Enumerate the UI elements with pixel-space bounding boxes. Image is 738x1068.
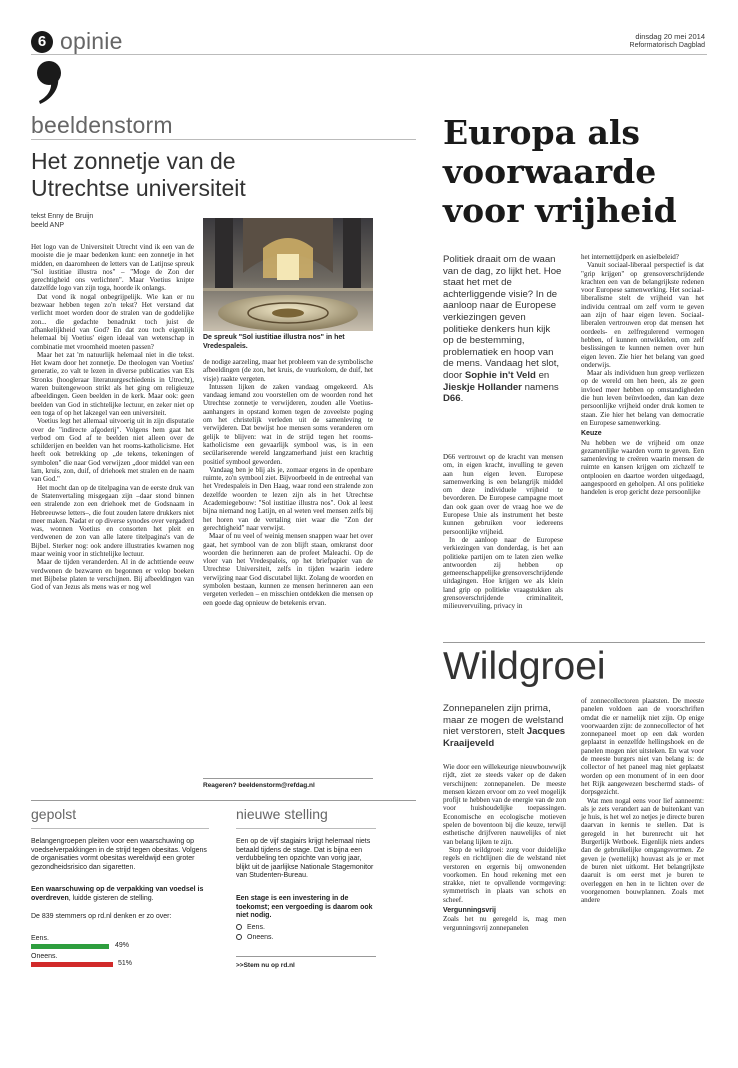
vote-option-oneens[interactable]	[236, 934, 273, 941]
lead-text: en	[535, 369, 550, 381]
stelling-statement: Een stage is een investering in de toekomst; een vergoeding is daarom ook niet nodig.	[236, 895, 373, 920]
editorial-column-1	[443, 453, 563, 611]
editorial-column-2	[581, 253, 704, 497]
radio-icon[interactable]	[236, 924, 242, 930]
paragraph: Het mocht dan op de titelpagina van de eerste druk van de Statenvertaling misgegaan zijn –daar stond binnen een stralende zon een driehoek met de Godsnaam in Hebreeuwse letters–, die fout zouden latere drukkers niet meer maken. Nadat er op diverse synodes over vergaderd was, wonnen Voetius en consorten het pleit en verdwenen de zon van alle latere titelpagina's van de Bijbel. Sterker nog: ook andere illustraties kwamen nog maar weinig voor in stichtelijke lectuur.	[31, 483, 194, 558]
poll-top-rule	[31, 800, 416, 801]
stelling-bottom-rule	[236, 956, 376, 957]
party-name: D66	[443, 393, 461, 405]
reply-rule	[203, 778, 373, 779]
gepolst-statement	[31, 886, 209, 903]
lead-text: Zonnepanelen zijn prima, maar ze mogen de welstand niet verstoren, stelt	[443, 703, 564, 738]
gepolst-statement-rest: , luidde gisteren de stelling.	[68, 894, 154, 902]
beeldenstorm-rule	[31, 139, 416, 140]
paragraph: Maar of nu veel of weinig mensen snappen waar het over gaat, het symbool van de zon blijft staan, omkranst door woorden die herinneren aan de profeet Maleachi. Op de vloer van het Vredespaleis, op het briefpapier van de Utrechtse Universiteit, zelfs in tijden waarin iedere verwijzing naar God discutabel lijkt. Zolang de woorden en symbolen bestaan, kunnen ze mensen herinneren aan een vergeten verleden – en misschien ontdekken die mensen op een goede dag opnieuw de betekenis ervan.	[203, 532, 373, 607]
paragraph: Nu hebben we de vrijheid om onze gezamenlijke waarden vorm te geven. Een samenleving te creëren waarin mensen de ruimte en kansen krijgen om zichzelf te ontplooien en daartoe worden uitgedaagd, aangespoord en geholpen. Al ons politieke handelen is erop gericht deze persoonlijke	[581, 438, 704, 497]
beeldenstorm-section: beeldenstorm	[31, 112, 173, 138]
gepolst-question: De 839 stemmers op rd.nl denken er zo over:	[31, 913, 172, 920]
beeldenstorm-column-2	[203, 358, 373, 607]
header-newspaper: Reformatorisch Dagblad	[629, 42, 705, 49]
header-rule	[31, 54, 707, 55]
gepolst-section: gepolst	[31, 806, 77, 822]
paragraph: Vanuit sociaal-liberaal perspectief is dat "grip krijgen" op grensoverschrijdende krachten een van de belangrijkste redenen voor Europese samenwerking. Het sociaal-liberalisme stelt de vrijheid van het individu centraal om zelf vorm te geven aan zijn of haar eigen leven. Sociaal-liberalen vertrouwen erop dat mensen het oordeels- en zelfregulerend vermogen hebben, of kunnen ontwikkelen, om zelf beslissingen te kunnen nemen over hun eigen leven. Zie hier het belang van goed onderwijs.	[581, 261, 704, 369]
page-number: 6	[37, 33, 47, 50]
wildgroei-column-1	[443, 763, 566, 932]
vote-option-label: Oneens.	[247, 934, 274, 941]
page-number-badge	[31, 31, 53, 53]
result-label-oneens: Oneens.	[31, 953, 58, 960]
paragraph: Maar de tijden veranderden. Al in de achttiende eeuw verdwenen de bezwaren en begonnen er volop boeken met Bijbelse platen te verschijnen. Bij afbeeldingen van God of van Jezus als mens was er nog wel	[31, 558, 194, 592]
result-bar-oneens	[31, 962, 113, 967]
beeldenstorm-title: Het zonnetje van de Utrechtse universiteit	[31, 148, 246, 201]
result-percent-oneens: 51%	[118, 960, 133, 967]
vote-option-eens[interactable]	[236, 924, 265, 931]
radio-icon[interactable]	[236, 934, 242, 940]
gepolst-rule	[31, 828, 209, 829]
comma-logo	[34, 60, 64, 106]
author-name: Jieskje Hollander	[443, 381, 522, 393]
paragraph: de nodige aarzeling, maar het probleem van de symbolische afbeeldingen (de zon, het kruis, de vuurkolom, de duif, het visje) raakte vergeten.	[203, 358, 373, 383]
subheading: Keuze	[581, 430, 602, 438]
paragraph: Intussen lijken de zaken vandaag omgekeerd. Als vandaag iemand zou voorstellen om de woorden rond het Utrechtse zonnetje te verwijderen, zouden alle Voetius-aanhangers in opstand komen tegen de zoveelste poging om het christelijk verleden uit de samenleving te verwijderen. Dat bewijst hoe mensen soms veranderen om gelijk te blijven: wat in de strijd tegen het rooms-katholicisme een gevaarlijk symbool was, is in een secülariserende wereld langzamerhand juist een krachtig positief symbool geworden.	[203, 382, 373, 466]
gepolst-intro: Belangengroepen pleiten voor een waarschuwing op voedselverpakkingen in de strijd tegen obesitas. Volgens de organisaties vormt obesitas wereldwijd een groter gezondheidsrisico dan sigaretten.	[31, 838, 207, 871]
byline-text: tekst Enny de Bruijn	[31, 213, 94, 220]
vote-link[interactable]: >>Stem nu op rd.nl	[236, 962, 295, 969]
photo-caption: De spreuk "Sol iustitiae illustra nos" in het Vredespaleis.	[203, 334, 345, 350]
paragraph: Vandaag ben je blij als je, zomaar ergens in de openbare ruimte, zo'n symbool ziet. Bijvoorbeeld in de entreehal van het Vredespaleis in Den Haag, waar rond een stralende zon dezelfde woorden te lezen zijn als in het Utrechtse Academiegebouw: "Sol iustitiae illustra nos". Ook al leest bijna niemand nog Latijn, en al weten veel mensen zelfs bij het horen van de vertaling niet waar die "Zon der gerechtigheid" naar verwijst.	[203, 465, 373, 532]
lead-text: .	[460, 393, 464, 405]
wildgroei-title: Wildgroei	[443, 645, 606, 688]
paragraph: of zonnecollectoren plaatsten. De meeste panelen voldoen aan de voorschriften omdat die er namelijk niet zijn. Op enige voorwaarden zijn: de zonnecollector of het zonnepaneel moet op een dak worden geplaatst in eenzelfde hellingshoek en de panelen mogen niet uitsteken. En wat voor de meeste burgers niet van belang is: de collector of het paneel mag niet geplaatst worden op een monument of in een door het Rijk aangewezen beschermd stads- of dorpsgezicht.	[581, 697, 704, 797]
vredespaleis-photo	[203, 218, 373, 331]
author-name: Jacques Kraaijeveld	[443, 726, 566, 749]
author-name: Sophie in't Veld	[464, 369, 536, 381]
lead-text: namens	[521, 381, 559, 393]
vote-option-label: Eens.	[247, 924, 265, 931]
wildgroei-rule	[443, 642, 705, 643]
editorial-title: Europa als voorwaarde voor vrijheid	[443, 113, 677, 230]
header-date: dinsdag 20 mei 2014	[635, 32, 705, 41]
reply-email[interactable]: Reageren? beeldenstorm@refdag.nl	[203, 782, 315, 789]
lead-text: Politiek draait om de waan van de dag, zo lijkt het. Hoe staat het met de achterliggende visie? In de aanloop naar de Europese verkiezingen geven politieke denkers hun kijk op de bestemming, problematiek en hoop van de mens. Vandaag het slot, door	[443, 254, 562, 381]
paragraph: Het logo van de Universiteit Utrecht vind ik een van de mooiste die je maar bedenken kunt: een zonnetje in het midden, en daaromheen de letters van de Latijnse spreuk "Sol iustitiae illustra nos" – "Moge de Zon der gerechtigheid ons verlichten". Maar Voetius knipte datzelfde logo van zijn toga, hoorde ik onlangs.	[31, 243, 194, 293]
stelling-rule	[236, 828, 376, 829]
paragraph: Dat vond ik nogal onbegrijpelijk. Wie kan er nu bezwaar hebben tegen zo'n tekst? Het verstand dat verlicht moet worden door de stralen van de goddelijke zon... die gedachte benadrukt toch juist de afhankelijkheid van God? En dat zou toch eigenlijk helemaal bij Voetius' eigen ideaal van wetenschap in combinatie met vroomheid moeten passen?	[31, 292, 194, 351]
byline-image: beeld ANP	[31, 222, 65, 229]
gepolst-statement-bold: Een waarschuwing op de verpakking van voedsel is overdreven	[31, 886, 204, 902]
paragraph: Wat men nogal eens voor lief aanneemt: als je zets verandert aan de buitenkant van je huis, is het wel zo netjes je directe buren daarvan in kennis te stellen. Dat is geregeld in het burenrecht uit het Burgerlijk Wetboek. Eigenlijk niets anders dan de gebruikelijke omgangsvormen. Ze geven je (wettelijk) houvast als je er met de buren niet uitkomt. Het belangrijkste daaruit is om eerst met je buren te overleggen en hen in te lichten over de voorgenomen bouwplannen. Zoals met andere	[581, 796, 704, 905]
paragraph: Maar als individuen hun greep verliezen op de wereld om hen heen, als ze geen invloed meer hebben op omstandigheden die hun leven beïnvloeden, dan kan deze persoonlijke vrijheid onder druk komen te staan. Zie hier het belang van democratie en Europese samenwerking.	[581, 369, 704, 427]
beeldenstorm-column-1	[31, 243, 194, 591]
subheading: Vergunningsvrij	[443, 907, 496, 915]
paragraph: Maar het zat 'm natuurlijk helemaal niet in die tekst. Het kwam door het zonnetje. De theologen van Voetius' generatie, zo valt te lezen in diverse publicaties van Els Stronks (hoogleraar literatuurgeschiedenis in Utrecht), waren buitengewoon strikt als het ging om religieuze afbeeldingen. Geen beelden in de kerk. Maar ook: geen beelden van God in stichtelijke lectuur, en zeker niet op een toga of op het lakzegel van een universiteit.	[31, 350, 194, 417]
stelling-intro: Een op de vijf stagiairs krijgt helemaal niets betaald tijdens de stage. Dat is bijna een verdubbeling ten opzichte van vorig jaar, blijkt uit de jaarlijkse Nationale Stagemonitor van Studenten-Bureau.	[236, 838, 374, 880]
wildgroei-column-2	[581, 697, 704, 904]
paragraph: Zoals het nu geregeld is, mag men vergunningsvrij zonnepanelen	[443, 915, 566, 932]
paragraph: In de aanloop naar de Europese verkiezingen van donderdag, is het aan politieke partijen om te laten zien welke antwoorden zij hebben op gemeenschappelijke grensoverschrijdende uitdagingen. Hoe krijgen we als klein land grip op politieke vraagstukken als grensoverschrijdende criminaliteit, milieuvervuiling, privacy in	[443, 535, 563, 611]
result-label-eens: Eens.	[31, 935, 49, 942]
result-bar-eens	[31, 944, 109, 949]
section-label: opinie	[60, 28, 123, 54]
paragraph: het internettijdperk en asielbeleid?	[581, 253, 679, 261]
paragraph: D66 vertrouwt op de kracht van mensen om, in eigen kracht, invulling te geven aan hun eigen leven. Europese samenwerking is een belangrijk middel om deze individuele vrijheid te bevorderen. De Europese campagne moet dan ook gaan over de vraag hoe we de Europese Unie als instrument het beste kunnen gebruiken voor iedereens persoonlijke vrijheid.	[443, 453, 563, 536]
paragraph: Voetius legt het allemaal uitvoerig uit in zijn disputatie over de "indirecte afgoderij". Volgens hem gaat het verbod om God af te beelden niet alleen over de schilderijen en beelden van het rooms-katholicisme. Het heeft ook betrekking op „de tekens, tekeningen of symbolen" die naar God verwijzen „door middel van een lam, kruis, zon, duif, of driehoek met stralen en de naam van God."	[31, 417, 194, 484]
paragraph: Wie door een willekeurige nieuwbouwwijk rijdt, ziet ze steeds vaker op de daken verschijnen: zonnepanelen. De meeste mensen kiezen ervoor om zo veel mogelijk profijt te hebben van de energie van de zon voor huishoudelijke toepassingen. Economische en ecologische motieven spelen de boventoon bij die keuze, terwijl esthetische drijfveren nauwelijks of niet van belang lijken te zijn.	[443, 763, 566, 846]
editorial-lead	[443, 254, 563, 405]
stelling-section: nieuwe stelling	[236, 806, 328, 822]
paragraph: Stop de wildgroei: zorg voor duidelijke regels en richtlijnen die de welstand niet verstoren en ergernis bij omwonenden voorkomen. En houd rekening met een strakke, niet te opvallende vormgeving: symmetrisch in plaats van schots en scheef.	[443, 845, 566, 904]
wildgroei-lead	[443, 703, 568, 749]
result-percent-eens: 49%	[115, 942, 130, 949]
